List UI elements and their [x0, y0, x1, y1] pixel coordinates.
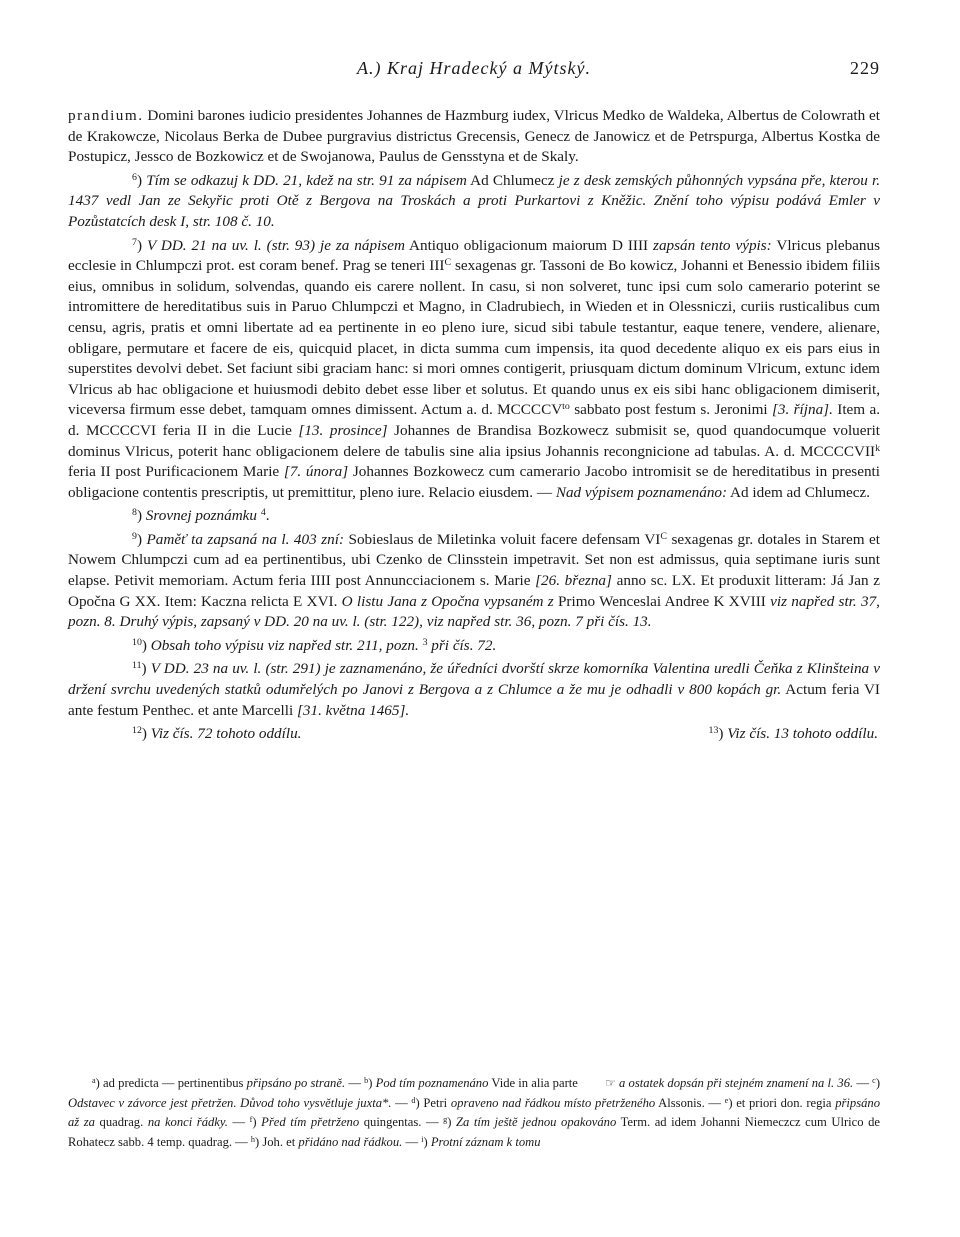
- note-number: 7: [132, 236, 137, 248]
- opening-text: Domini barones iudicio presidentes Johannes de Hazmburg iudex, Vlricus Medko de Waldeka, Albertus de Colowrath et de Krakowcze, Nicolaus Berka de Dubee purgravius districtus Grecensis, Genecz de Janowicz et de Petrspurga, Albertus Kostka de Postupicz, Jessco de Bozkowicz et de Swojanowa, Paulus de Gensstyna et de Skaly.: [68, 107, 880, 166]
- note-number: 6: [132, 171, 137, 183]
- footnote-text: quadrag.: [94, 1115, 148, 1130]
- superscript: to: [562, 401, 570, 413]
- footnote-text-italic: a ostatek dopsán při stejném znamení na l. 36.: [615, 1076, 854, 1090]
- note-text: Johannes Bozkowecz cum camerario Jacobo intromisit se de hereditatibus in presenti obligacione contentis prescriptis, ut premittitur, pleno iure. Relacio eiusdem. —: [68, 463, 880, 501]
- note-text: anno sc. LX. Et produxit litteram: Já Jan z Opočna G XX. Item: Kaczna relicta E XVI.: [68, 572, 880, 610]
- footnote-mark: i: [421, 1134, 424, 1144]
- footnote-text: Term. ad idem Johanni Niemeczcz cum Ulrico de Rohatecz sabb. 4 temp. quadrag. —: [68, 1115, 881, 1149]
- footnote-text: quingentas. —: [359, 1115, 444, 1130]
- pointing-hand-icon: ☞: [605, 1076, 616, 1090]
- note-text-italic: viz napřed str. 37, pozn. 8. Druhý výpis, zapsaný v DD. 20 na uv. l. (str. 122), viz napřed str. 36, pozn. 7 při čís. 13.: [68, 592, 880, 631]
- superscript: 3: [422, 636, 428, 648]
- note-text: Primo Wenceslai Andree K XVIII: [553, 592, 771, 610]
- note-text: Vlricus plebanus ecclesie in Chlumpczi prot. est coram benef. Prag se teneri III: [68, 236, 881, 275]
- note-6: $^6$) Tím se odkazuj k DD. 21, kdež na str. 91 za nápisem Ad Chlumecz je z desk zemských půhonných vypsána pře, kterou r. 1437 vedl Jan ze Sekyřic proti Otě z Bergova na Troskách a proti Purkartovi z Kněžic. Znění toho výpisu podává Emler v Pozůstatcích desk I, str. 108 č. 10.: [68, 171, 880, 230]
- footnote-text-italic: Pod tím poznamenáno: [372, 1076, 489, 1090]
- note-text: .: [265, 507, 270, 525]
- note-text-italic: O listu Jana z Opočna vypsaném z: [341, 592, 554, 610]
- note-11: $^{11}$) V DD. 23 na uv. l. (str. 291) je zaznamenáno, že úředníci dvorští skrze komorníka Valentina uredli Čeňka z Klinšteina v držení svrchu uvedených statků odumřelých po Janovi z Bergova a z Chlumce a že mu je odhadli v 800 kopách gr. Actum feria VI ante festum Penthec. et ante Marcelli [31. května 1465].: [68, 660, 881, 719]
- note-text-italic: Viz čís. 13 tohoto oddílu.: [727, 725, 878, 743]
- main-text: [68, 106, 880, 745]
- note-text-italic: při čís. 72.: [431, 636, 497, 654]
- note-text-italic: Nad výpisem poznamenáno:: [555, 483, 728, 501]
- footnote-mark: b: [364, 1075, 369, 1085]
- footnote-text-italic: Odstavec v závorce jest přetržen. Důvod toho vysvětluje juxta*.: [68, 1095, 392, 1110]
- note-text-italic: Tím se odkazuj k DD. 21, kdež na str. 91 za nápisem: [146, 171, 467, 189]
- note-number: 13: [708, 725, 719, 737]
- note-text-italic: Paměť ta zapsaná na l. 403 zní:: [146, 530, 345, 548]
- footnote-text: —: [402, 1134, 422, 1149]
- opening-paragraph: [68, 106, 880, 168]
- note-text-italic: V DD. 23 na uv. l. (str. 291) je zaznamenáno, že úředníci dvorští skrze komorníka Valentina uredli Čeňka z Klinšteina v držení svrchu uvedených statků odumřelých po Janovi z Bergova a z Chlumce a že mu je odhadli v 800 kopách gr.: [68, 660, 881, 699]
- apparatus-text: $^a$) ad predicta — pertinentibus připsáno po straně. — $^b$) Pod tím poznamenáno Vide in alia parte ☞ a ostatek dopsán při stejném znamení na l. 36. — $^c$) Odstavec v závorce jest přetržen. Důvod toho vysvětluje juxta*. — $^d$) Petri opraveno nad řádkou místo přetrženého Alssonis. — $^e$) et priori don. regia připsáno až za quadrag. na konci řádky. — $^f$) Před tím přetrženo quingentas. — $^g$) Za tím ještě jednou opakováno Term. ad idem Johanni Niemeczcz cum Ulrico de Rohatecz sabb. 4 temp. quadrag. — $^h$) Joh. et přidáno nad řádkou. — $^i$) Protní záznam k tomu: [68, 1075, 881, 1149]
- footnote-text-italic: na konci řádky.: [147, 1115, 228, 1130]
- critical-apparatus: [68, 1074, 880, 1152]
- note-7: $^7$) V DD. 21 na uv. l. (str. 93) je za nápisem Antiquo obligacionum maiorum D IIII zapsán tento výpis: Vlricus plebanus ecclesie in Chlumpczi prot. est coram benef. Prag se teneri $III^C$ sexagenas gr. Tassoni de Bo kowicz, Johanni et Benessio ibidem filiis eius, omnibus in solidum, solvendas, quando eis carere nollent. In casu, si non solveret, tunc ipsi cum solo camerario poterint se intromittere de hereditatibus suis in Paruo Chlumpczi et Magno, in Cladrubiech, in Wieden et in Olessniczi, curiis rusticalibus cum censu, agris, pratis et omni libertate ad ea pertinente in eo pleno iure, sicud sibi tabule testantur, eaque tenere, vendere, alienare, obligare, permutare et facere de eis, quicquid placet, in dicta summa cum impensis, ita quod decedente aliquo ex eis pars eius in superstites devolvi debet. Set faciunt sibi graciam hanc: si mori omnes contigerit, priusquam dictum dominum Vlricum, extunc idem Vlricus ab hac obligacione et huiusmodi debito debet esse liber et solutus. Et quando unus ex eis sibi hanc obligacionem dimiserit, viceversa firmum esse debet, tamquam omnes dimissent. Actum a. d. $MCCCCV^{to}$ sabbato post festum s. Jeronimi [3. října]. Item a. d. MCCCCVI feria II in die Lucie [13. prosince] Johannes de Brandisa Bozkowecz submisit se, quod quandocumque voluerit dominus Vlricus, poterit hanc obligacionem delere de tabulis sine alia ipsius Johannis recongnicione ad tabulas. A. d. MCCCCVII$^k$ feria II post Purificacionem Marie [7. února] Johannes Bozkowecz cum camerario Jacobo intromisit se de hereditatibus in presenti obligacione contentis prescriptis, ut premittitur, pleno iure. Relacio eiusdem. — Nad výpisem poznamenáno: Ad idem ad Chlumecz.: [68, 236, 881, 501]
- note-number: 8: [132, 507, 137, 519]
- footnote-text-italic: Před tím přetrženo: [256, 1115, 360, 1130]
- footnote-text: —: [391, 1095, 412, 1110]
- note-text-italic: [3. října].: [771, 401, 833, 419]
- note-text: Sobieslaus de Miletinka voluit facere defensam VI: [344, 530, 661, 548]
- footnote-text-italic: Za tím ještě jednou opakováno: [451, 1115, 617, 1130]
- note-text: Ad idem ad Chlumecz.: [727, 483, 871, 501]
- footnote-mark: e: [724, 1095, 729, 1105]
- footnote-text: —: [853, 1076, 873, 1090]
- opening-word: prandium.: [68, 107, 144, 124]
- note-text-italic: Obsah toho výpisu viz napřed str. 211, pozn.: [150, 636, 419, 654]
- footnote-text: —: [227, 1115, 250, 1130]
- note-text-italic: zapsán tento výpis:: [653, 236, 772, 254]
- note-text-italic: [7. února]: [283, 463, 349, 481]
- note-9: $^9$) Paměť ta zapsaná na l. 403 zní: Sobieslaus de Miletinka voluit facere defensam $VI^C$ sexagenas gr. dotales in Starem et Nowem Chlumpczi cum ad ea pertinentibus, ubi Czenko de Clinsstein impetravit. Set non est admissus, quia septimane iuris sunt elapse. Petivit memoriam. Actum feria IIII post Annuncciacionem s. Marie [26. března] anno sc. LX. Et produxit litteram: Já Jan z Opočna G XX. Item: Kaczna relicta E XVI. O listu Jana z Opočna vypsaném z Primo Wenceslai Andree K XVIII viz napřed str. 37, pozn. 8. Druhý výpis, zapsaný v DD. 20 na uv. l. (str. 122), viz napřed str. 36, pozn. 7 při čís. 13.: [68, 530, 880, 631]
- note-text: feria II post Purificacionem Marie: [68, 463, 284, 481]
- footnote-text: —: [345, 1076, 365, 1090]
- superscript: C: [660, 530, 667, 542]
- note-text-italic: [31. května 1465].: [296, 701, 410, 719]
- notes-12-13: [68, 724, 880, 745]
- note-text: Antiquo obligacionum maiorum D IIII: [404, 236, 654, 254]
- note-number: 11: [132, 660, 142, 672]
- page-number: 229: [850, 58, 880, 78]
- footnote-mark: c: [872, 1075, 876, 1085]
- note-13: $^{13}$) Viz čís. 13 tohoto oddílu.: [708, 725, 878, 743]
- note-text-italic: je z desk zemských půhonných vypsána pře, kterou r. 1437 vedl Jan ze Sekyřic proti Otě z Bergova na Troskách a proti Purkartovi z Kněžic. Znění toho výpisu podává Emler v Pozůstatcích desk I, str. 108 č. 10.: [68, 171, 880, 230]
- footnote-text-italic: přidáno nad řádkou.: [298, 1134, 403, 1149]
- note-number: 10: [132, 636, 142, 648]
- note-text: sexagenas gr. Tassoni de Bo kowicz, Johanni et Benessio ibidem filiis eius, omnibus in solidum, solvendas, quando eis carere nollent. In casu, si non solveret, tunc ipsi cum solo camerario poterint se intromittere de hereditatibus suis in Paruo Chlumpczi et Magno, in Cladrubiech, in Wieden et in Olessniczi, curiis rusticalibus cum censu, agris, pratis et omni libertate ad ea pertinente in eo pleno iure, sicud sibi tabule testantur, eaque tenere, vendere, alienare, obligare, permutare et facere de eis, quicquid placet, in dicta summa cum impensis, ita quod decedente aliquo ex eis pars eius in superstites devolvi debet. Set faciunt sibi graciam hanc: si mori omnes contigerit, priusquam dictum dominum Vlricum, extunc idem Vlricus ab hac obligacione et huiusmodi debito debet esse liber et solutus. Et quando unus ex eis sibi hanc obligacionem dimiserit, viceversa firmum esse debet, tamquam omnes dimissent. Actum a. d. MCCCCV: [68, 257, 880, 419]
- footnote-text: et priori don. regia: [732, 1095, 836, 1110]
- footnote-text-italic: Protní záznam k tomu: [427, 1134, 541, 1149]
- note-text: sexagenas gr. dotales in Starem et Nowem Chlumpczi cum ad ea pertinentibus, ubi Czenko de Clinsstein impetravit. Set non est admissus, quia septimane iuris sunt elapse. Petivit memoriam. Actum feria IIII post Annuncciacionem s. Marie: [68, 530, 880, 590]
- note-number: 9: [132, 530, 137, 542]
- footnote-text-italic: opraveno nad řádkou místo přetrženého: [450, 1095, 656, 1110]
- superscript: k: [875, 442, 880, 454]
- note-10: $^{10}$) Obsah toho výpisu viz napřed str. 211, pozn. $^3$ při čís. 72.: [132, 636, 497, 654]
- note-text-italic: [13. prosince]: [298, 421, 388, 439]
- note-text: Actum feria VI ante festum Penthec. et ante Marcelli: [68, 681, 880, 719]
- superscript: 4: [260, 507, 266, 519]
- footnote-mark: a: [92, 1075, 96, 1085]
- note-text-italic: V DD. 21 na uv. l. (str. 93) je za nápisem: [146, 236, 405, 254]
- note-text: Johannes de Brandisa Bozkowecz submisit se, quod quandocumque voluerit dominus Vlricus, poterit hanc obligacionem delere de tabulis sine alia ipsius Johannis recongnicione ad tabulas. A. d. MCCCCVII: [68, 421, 881, 460]
- footnote-mark: g: [443, 1115, 448, 1125]
- footnote-text: Petri: [419, 1095, 451, 1110]
- footnote-mark: h: [250, 1134, 255, 1144]
- footnote-text: Vide in alia parte: [488, 1076, 582, 1090]
- note-text-italic: Viz čís. 72 tohoto oddílu.: [150, 725, 302, 743]
- note-text: sabbato post festum s. Jeronimi: [569, 401, 772, 419]
- note-text-italic: [26. března]: [535, 572, 612, 590]
- footnote-text: Joh. et: [259, 1134, 299, 1149]
- footnote-text-italic: připsáno po straně.: [246, 1076, 346, 1090]
- running-title: A.) Kraj Hradecký a Mýtský.: [357, 58, 591, 78]
- note-12: $^{12}$) Viz čís. 72 tohoto oddílu.: [132, 725, 302, 743]
- footnote-text: Alssonis. —: [655, 1095, 725, 1110]
- footnote-text: ad predicta — pertinentibus: [99, 1076, 247, 1090]
- footnote-mark: f: [249, 1115, 253, 1125]
- note-text-italic: Srovnej poznámku: [145, 507, 258, 525]
- footnote-mark: d: [411, 1095, 416, 1105]
- superscript: C: [444, 257, 452, 269]
- note-text: Item a. d. MCCCCVI feria II in die Lucie: [68, 401, 880, 439]
- note-number: 12: [132, 725, 142, 737]
- running-head: [68, 58, 880, 82]
- note-8: $^8$) Srovnej poznámku $^4$.: [132, 507, 270, 525]
- footnote-text-italic: připsáno až za: [68, 1095, 880, 1130]
- note-text: Ad Chlumecz: [466, 171, 559, 189]
